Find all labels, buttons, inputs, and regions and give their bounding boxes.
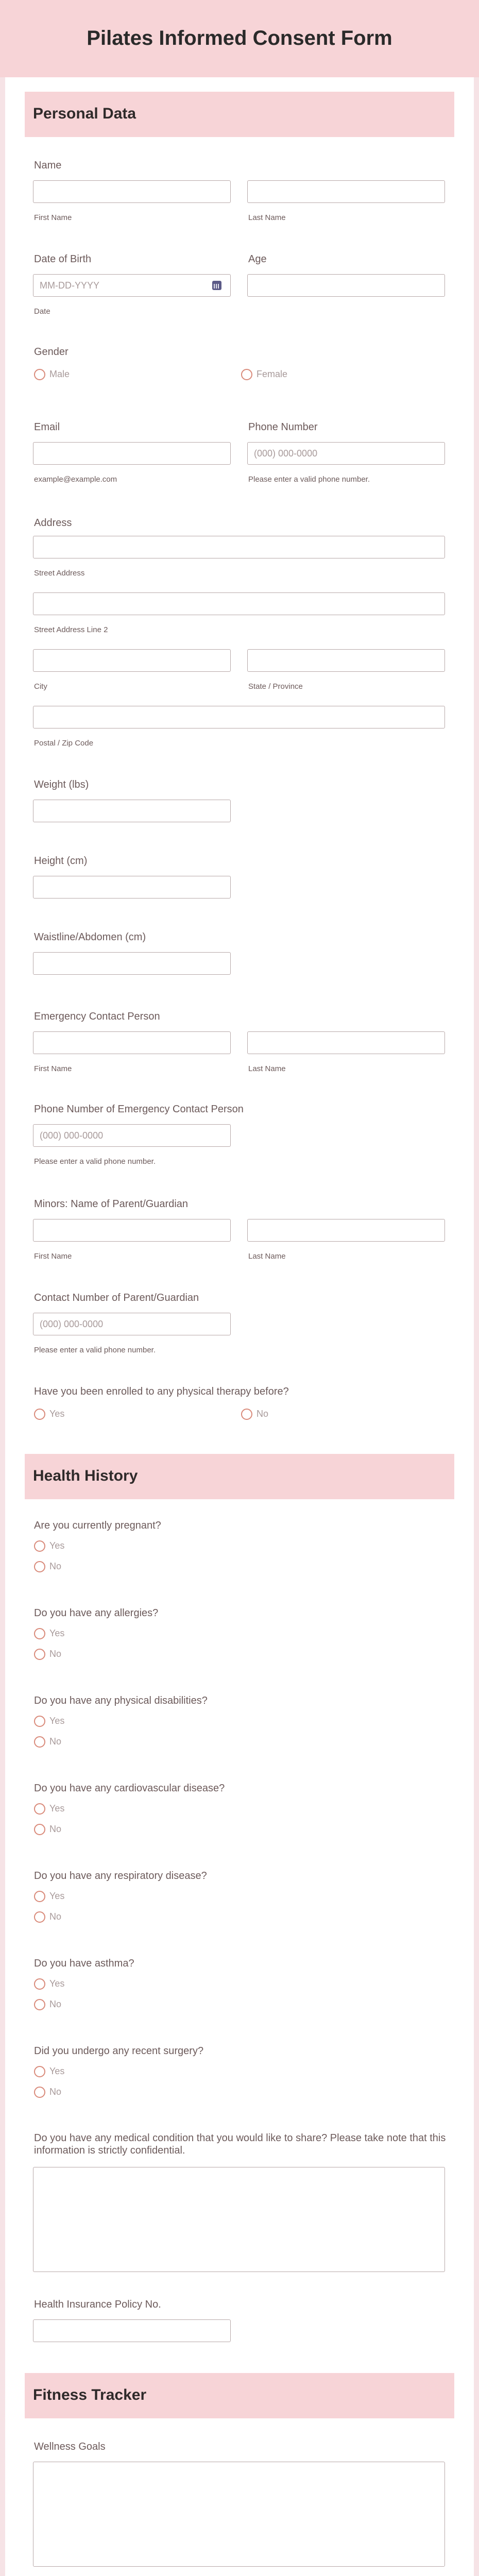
allergies-no-label: No: [49, 1649, 62, 1659]
asthma-no-radio[interactable]: [34, 1999, 45, 2010]
allergies-question: Do you have any allergies?: [34, 1607, 159, 1619]
city-input[interactable]: [33, 649, 231, 672]
dob-sublabel: Date: [34, 307, 50, 316]
guardian-first-sublabel: First Name: [34, 1252, 72, 1261]
gender-female-radio[interactable]: [241, 369, 252, 380]
pregnant-question: Are you currently pregnant?: [34, 1520, 161, 1531]
postal-sublabel: Postal / Zip Code: [34, 739, 94, 748]
postal-input[interactable]: [33, 706, 445, 728]
dob-label: Date of Birth: [34, 253, 92, 265]
height-input[interactable]: [33, 876, 231, 899]
emergency-first-sublabel: First Name: [34, 1064, 72, 1073]
respiratory-question: Do you have any respiratory disease?: [34, 1870, 207, 1882]
section-fitness-tracker: [25, 2373, 454, 2418]
emergency-phone-label: Phone Number of Emergency Contact Person: [34, 1104, 244, 1115]
disabilities-no-radio[interactable]: [34, 1736, 45, 1748]
address-label: Address: [34, 517, 72, 529]
state-input[interactable]: [247, 649, 445, 672]
pregnant-no-radio[interactable]: [34, 1561, 45, 1572]
last-name-sublabel: Last Name: [248, 213, 286, 222]
street-address-input[interactable]: [33, 536, 445, 558]
email-label: Email: [34, 421, 60, 433]
waistline-label: Waistline/Abdomen (cm): [34, 931, 146, 943]
state-sublabel: State / Province: [248, 682, 303, 691]
cardio-no-label: No: [49, 1824, 62, 1834]
weight-input[interactable]: [33, 800, 231, 822]
street-address-2-sublabel: Street Address Line 2: [34, 625, 108, 634]
gender-male-radio[interactable]: [34, 369, 45, 380]
phone-placeholder: (000) 000-0000: [254, 448, 318, 459]
emergency-phone-placeholder: (000) 000-0000: [40, 1130, 104, 1141]
guardian-phone-label: Contact Number of Parent/Guardian: [34, 1292, 199, 1303]
section-health-history: [25, 1454, 454, 1499]
first-name-input[interactable]: [33, 180, 231, 203]
last-name-input[interactable]: [247, 180, 445, 203]
calendar-icon[interactable]: [212, 281, 221, 290]
gender-male-label: Male: [49, 369, 70, 379]
allergies-yes-label: Yes: [49, 1628, 65, 1638]
disabilities-yes-radio[interactable]: [34, 1716, 45, 1727]
gender-label: Gender: [34, 346, 69, 358]
therapy-no-radio[interactable]: [241, 1409, 252, 1420]
wellness-goals-label: Wellness Goals: [34, 2441, 106, 2452]
respiratory-no-radio[interactable]: [34, 1911, 45, 1923]
guardian-phone-input[interactable]: [33, 1313, 231, 1335]
section-personal-data: [25, 92, 454, 137]
cardio-yes-label: Yes: [49, 1803, 65, 1814]
surgery-yes-radio[interactable]: [34, 2066, 45, 2077]
respiratory-yes-radio[interactable]: [34, 1891, 45, 1902]
cardio-question: Do you have any cardiovascular disease?: [34, 1783, 225, 1794]
phone-label: Phone Number: [248, 421, 318, 433]
surgery-no-label: No: [49, 2087, 62, 2097]
therapy-label: Have you been enrolled to any physical therapy before?: [34, 1386, 289, 1397]
phone-input[interactable]: [247, 442, 445, 465]
pregnant-yes-radio[interactable]: [34, 1540, 45, 1552]
wellness-goals-textarea[interactable]: [33, 2462, 445, 2567]
disabilities-yes-label: Yes: [49, 1716, 65, 1726]
insurance-input[interactable]: [33, 2319, 231, 2342]
respiratory-no-label: No: [49, 1911, 62, 1922]
weight-label: Weight (lbs): [34, 779, 89, 790]
emergency-first-name-input[interactable]: [33, 1031, 231, 1054]
emergency-contact-label: Emergency Contact Person: [34, 1011, 160, 1022]
emergency-last-name-input[interactable]: [247, 1031, 445, 1054]
first-name-sublabel: First Name: [34, 213, 72, 222]
pregnant-yes-label: Yes: [49, 1540, 65, 1551]
therapy-no-label: No: [256, 1409, 269, 1419]
age-label: Age: [248, 253, 267, 265]
disabilities-question: Do you have any physical disabilities?: [34, 1695, 208, 1706]
guardian-phone-placeholder: (000) 000-0000: [40, 1319, 104, 1329]
surgery-question: Did you undergo any recent surgery?: [34, 2045, 204, 2057]
cardio-no-radio[interactable]: [34, 1824, 45, 1835]
guardian-first-name-input[interactable]: [33, 1219, 231, 1242]
therapy-yes-label: Yes: [49, 1409, 65, 1419]
insurance-label: Health Insurance Policy No.: [34, 2299, 161, 2310]
asthma-no-label: No: [49, 1999, 62, 2009]
guardian-phone-sublabel: Please enter a valid phone number.: [34, 1346, 156, 1354]
section-title: Health History: [33, 1467, 138, 1484]
medical-condition-textarea[interactable]: [33, 2167, 445, 2272]
allergies-yes-radio[interactable]: [34, 1628, 45, 1639]
disabilities-no-label: No: [49, 1736, 62, 1747]
city-sublabel: City: [34, 682, 47, 691]
guardian-name-label: Minors: Name of Parent/Guardian: [34, 1198, 189, 1210]
emergency-last-sublabel: Last Name: [248, 1064, 286, 1073]
email-sublabel: example@example.com: [34, 475, 117, 484]
dob-input[interactable]: [33, 274, 231, 297]
email-input[interactable]: [33, 442, 231, 465]
gender-female-label: Female: [256, 369, 288, 379]
waistline-input[interactable]: [33, 952, 231, 975]
surgery-no-radio[interactable]: [34, 2087, 45, 2098]
cardio-yes-radio[interactable]: [34, 1803, 45, 1815]
height-label: Height (cm): [34, 855, 88, 867]
asthma-question: Do you have asthma?: [34, 1958, 134, 1969]
pregnant-no-label: No: [49, 1561, 62, 1571]
dob-placeholder: MM-DD-YYYY: [40, 280, 99, 291]
phone-sublabel: Please enter a valid phone number.: [248, 475, 370, 484]
asthma-yes-label: Yes: [49, 1978, 65, 1989]
therapy-yes-radio[interactable]: [34, 1409, 45, 1420]
page-title: Pilates Informed Consent Form: [87, 27, 392, 49]
street-address-sublabel: Street Address: [34, 569, 85, 578]
age-input[interactable]: [247, 274, 445, 297]
street-address-2-input[interactable]: [33, 592, 445, 615]
guardian-last-sublabel: Last Name: [248, 1252, 286, 1261]
respiratory-yes-label: Yes: [49, 1891, 65, 1901]
emergency-phone-sublabel: Please enter a valid phone number.: [34, 1157, 156, 1166]
guardian-last-name-input[interactable]: [247, 1219, 445, 1242]
emergency-phone-input[interactable]: [33, 1124, 231, 1147]
section-title: Fitness Tracker: [33, 2386, 147, 2403]
medical-condition-label: Do you have any medical condition that you would like to share? Please take note that this information is strictly confidential.: [34, 2132, 446, 2156]
asthma-yes-radio[interactable]: [34, 1978, 45, 1990]
section-title: Personal Data: [33, 105, 136, 122]
surgery-yes-label: Yes: [49, 2066, 65, 2076]
name-label: Name: [34, 160, 62, 171]
allergies-no-radio[interactable]: [34, 1649, 45, 1660]
